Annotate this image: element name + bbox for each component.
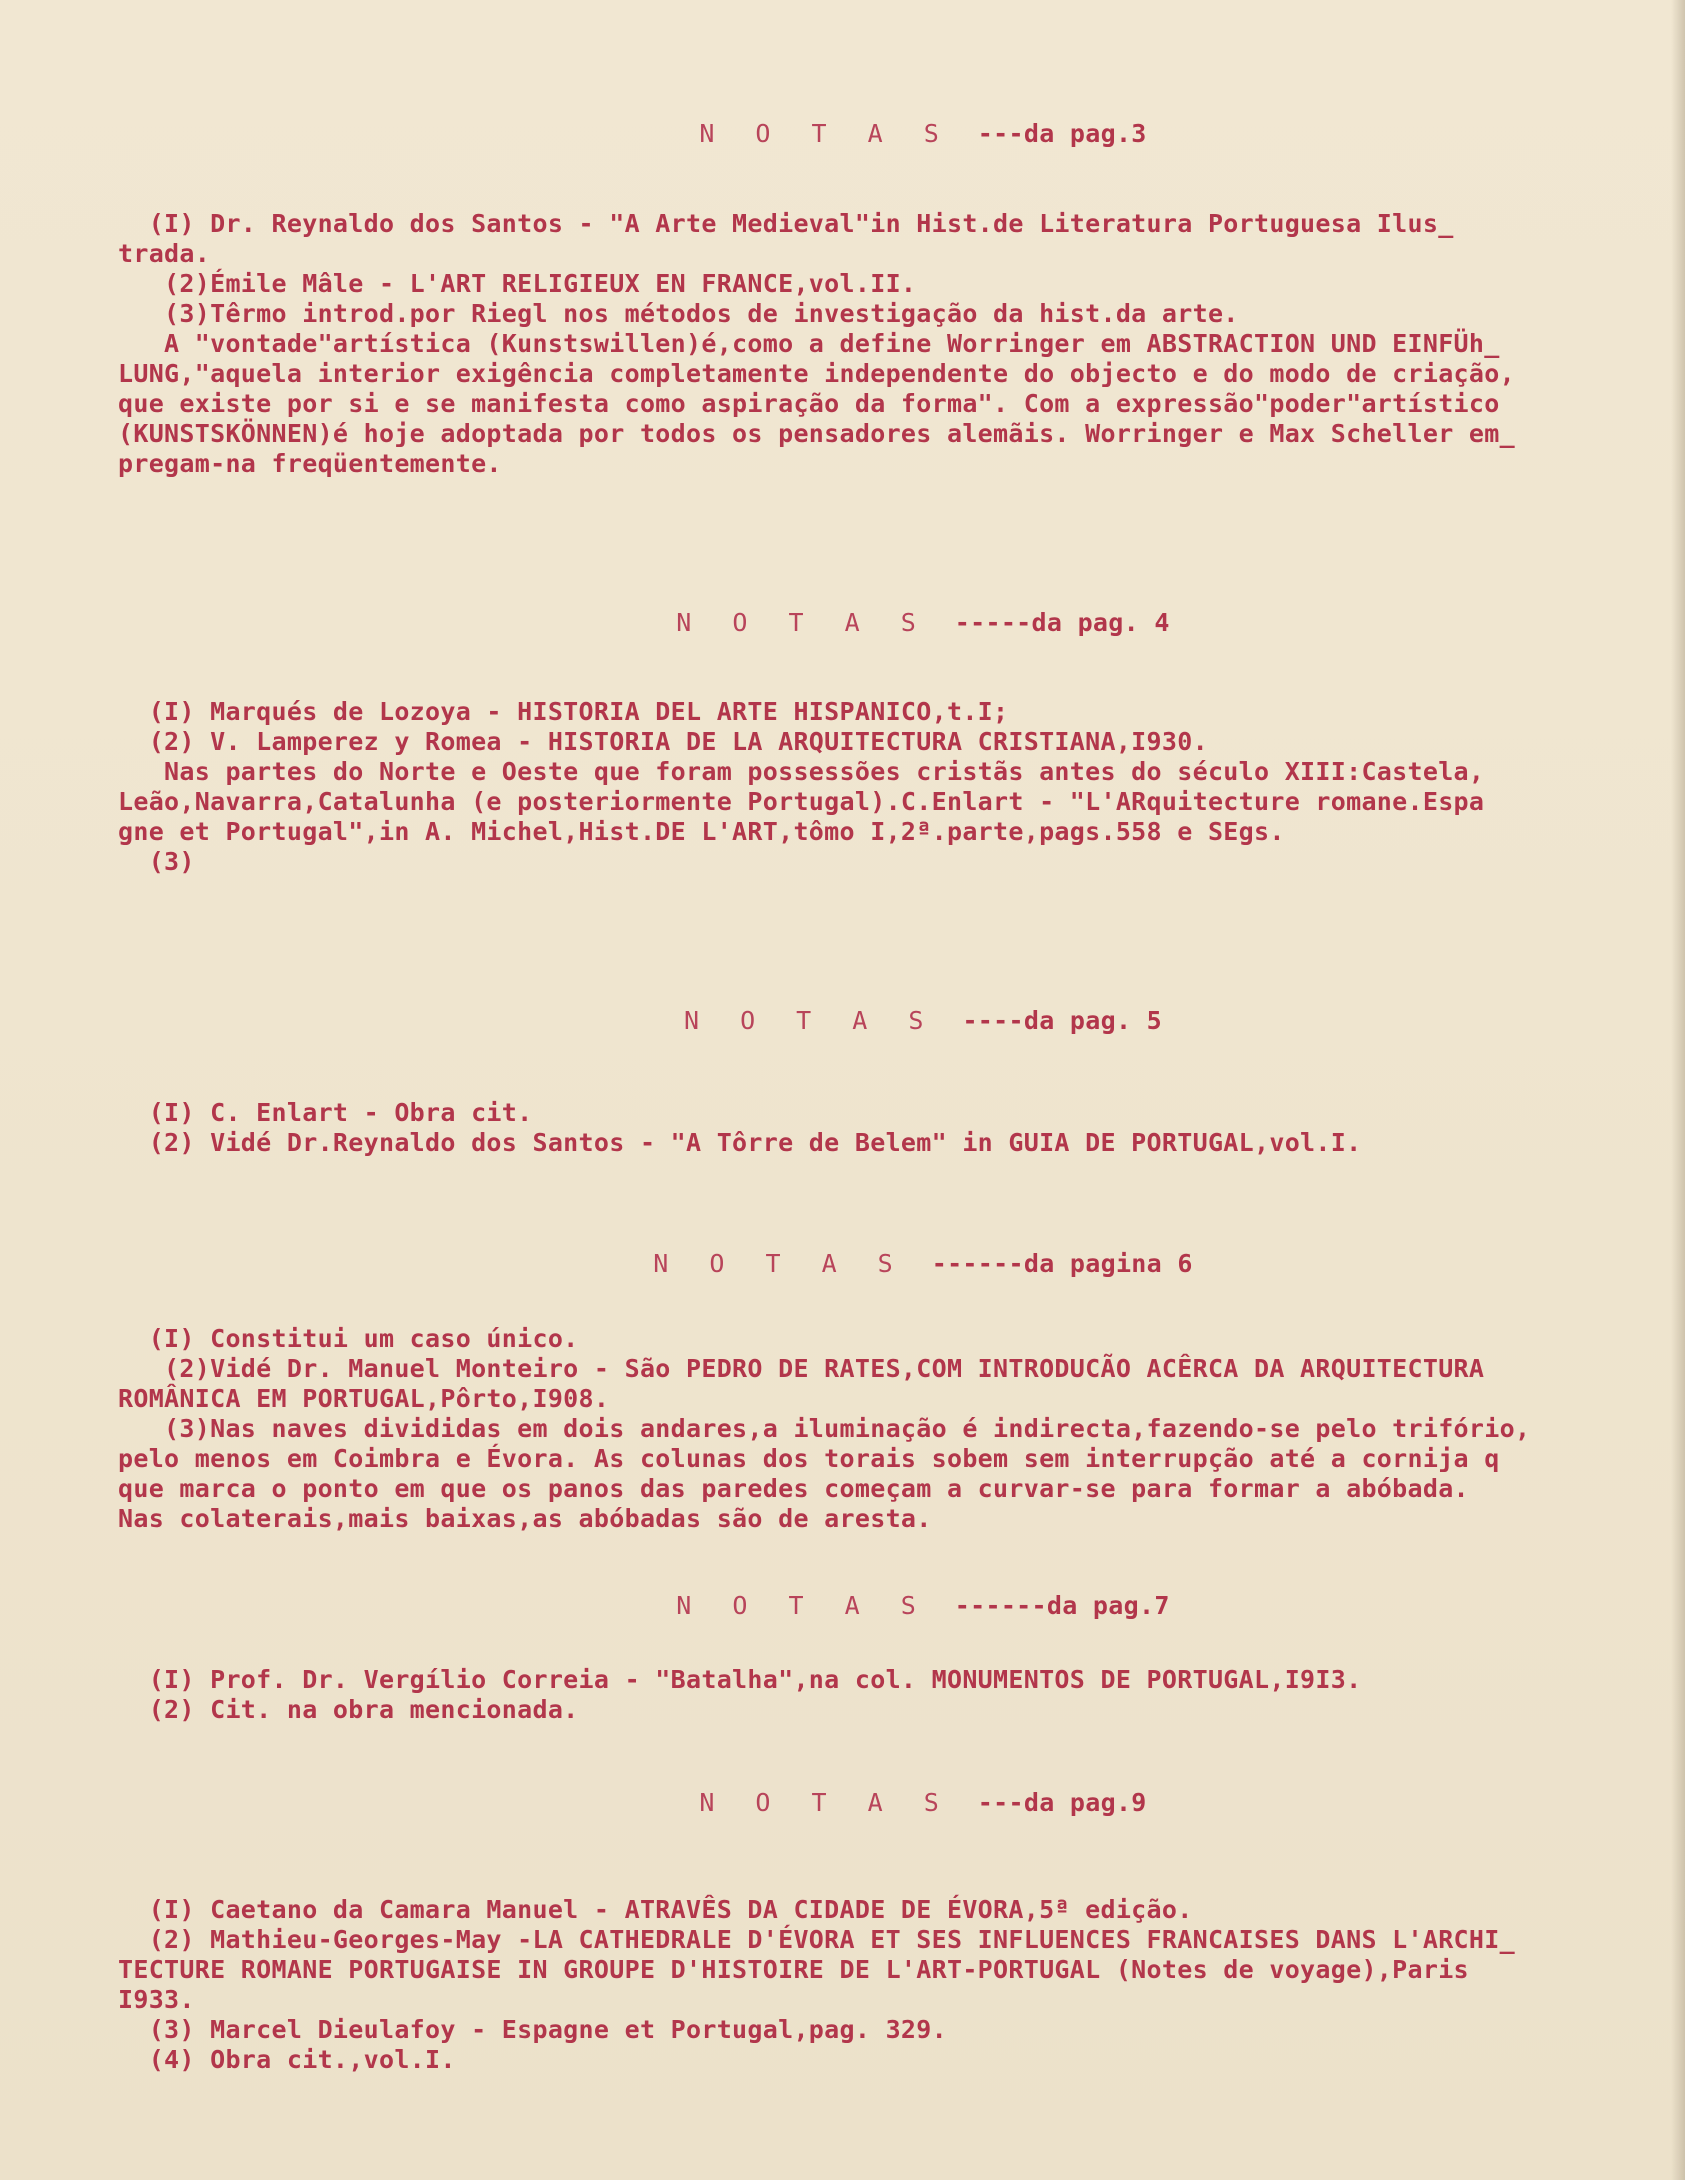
page-reference: ----da pag. 5 [962,1006,1163,1035]
note-line: (2)Émile Mâle - L'ART RELIGIEUX EN FRANCE,vol.II. [118,268,917,298]
note-line: Leão,Navarra,Catalunha (e posteriormente Portugal).C.Enlart - "L'ARquitecture romane.Espa [118,787,1485,816]
note-line: A "vontade"artística (Kunstswillen)é,como a define Worringer em ABSTRACTION UND EINFÜh_ [118,328,1500,358]
notas-label: N O T A S [676,607,929,637]
notes-section-pag-4 [118,607,1638,878]
note-line: LUNG,"aquela interior exigência completamente independente do objecto e do modo de criação, [118,358,1515,388]
note-line: (I) Caetano da Camara Manuel - ATRAVÊS DA CIDADE DE ÉVORA,5ª edição. [118,1895,1193,1924]
note-line: Nas partes do Norte e Oeste que foram possessões cristãs antes do século XIII:Castela, [118,757,1485,786]
note-line: (I) Constitui um caso único. [118,1324,579,1353]
notes-section-pag-9 [118,1787,1638,2076]
note-line: (2)Vidé Dr. Manuel Monteiro - São PEDRO DE RATES,COM INTRODUCÃO ACÊRCA DA ARQUITECTURA [118,1354,1485,1383]
notas-label: N O T A S [653,1248,906,1278]
notes-section-pag-3 [118,118,1638,479]
note-line: ROMÂNICA EM PORTUGAL,Pôrto,I908. [118,1384,610,1413]
section-heading [118,1248,1638,1281]
note-line: (2) V. Lamperez y Romea - HISTORIA DE LA ARQUITECTURA CRISTIANA,I930. [118,727,1208,756]
note-line: trada. [118,238,211,268]
note-line: (I) Prof. Dr. Vergílio Correia - "Batalha",na col. MONUMENTOS DE PORTUGAL,I9I3. [118,1664,1362,1694]
note-line: I933. [118,1985,195,2014]
notes-section-pag-5 [118,1005,1638,1158]
note-line: Nas colaterais,mais baixas,as abóbadas são de aresta. [118,1504,932,1533]
note-line: (2) Vidé Dr.Reynaldo dos Santos - "A Tôrre de Belem" in GUIA DE PORTUGAL,vol.I. [118,1127,1362,1157]
note-line: gne et Portugal",in A. Michel,Hist.DE L'ART,tômo I,2ª.parte,pags.558 e SEgs. [118,817,1285,846]
notas-label: N O T A S [699,119,952,148]
section-heading [118,1787,1638,1820]
section-heading [118,1590,1638,1623]
note-line: TECTURE ROMANE PORTUGAISE IN GROUPE D'HISTOIRE DE L'ART-PORTUGAL (Notes de voyage),Paris [118,1955,1469,1984]
note-line: pelo menos em Coimbra e Évora. As colunas dos torais sobem sem interrupção até a cornija q [118,1444,1500,1473]
note-line: (2) Mathieu-Georges-May -LA CATHEDRALE D'ÉVORA ET SES INFLUENCES FRANCAISES DANS L'ARCHI_ [118,1925,1515,1954]
note-line: (3) Marcel Dieulafoy - Espagne et Portugal,pag. 329. [118,2015,947,2044]
notes-section-pag-6 [118,1248,1638,1535]
page-reference: ------da pagina 6 [931,1248,1193,1278]
note-line: que marca o ponto em que os panos das paredes começam a curvar-se para formar a abóbada. [118,1474,1469,1503]
section-heading [118,1005,1638,1038]
note-line: (4) Obra cit.,vol.I. [118,2045,456,2074]
note-line: (KUNSTSKÖNNEN)é hoje adoptada por todos os pensadores alemãis. Worringer e Max Scheller em_ [118,418,1515,448]
section-heading [118,607,1638,640]
page-reference: ------da pag.7 [954,1591,1170,1620]
notas-label: N O T A S [683,1006,937,1035]
note-line: que existe por si e se manifesta como aspiração da forma". Com a expressão"poder"artístico [118,388,1500,418]
note-line: (3)Nas naves divididas em dois andares,a iluminação é indirecta,fazendo-se pelo trifório, [118,1414,1531,1443]
notes-content [118,118,1638,2075]
page-reference: -----da pag. 4 [954,607,1170,637]
section-heading [118,118,1638,151]
page-reference: ---da pag.3 [977,119,1147,148]
note-line: (I) Dr. Reynaldo dos Santos - "A Arte Medieval"in Hist.de Literatura Portuguesa Ilus_ [118,208,1454,238]
notas-label: N O T A S [676,1591,929,1620]
notes-section-pag-7 [118,1590,1638,1725]
note-line: (I) C. Enlart - Obra cit. [118,1097,533,1127]
page-reference: ---da pag.9 [977,1787,1147,1817]
note-line: pregam-na freqüentemente. [118,448,502,478]
note-line: (I) Marqués de Lozoya - HISTORIA DEL ARTE HISPANICO,t.I; [118,697,1009,726]
note-line: (3) [118,847,195,876]
note-line: (3)Têrmo introd.por Riegl nos métodos de investigação da hist.da arte. [118,298,1239,328]
notas-label: N O T A S [699,1787,952,1817]
note-line: (2) Cit. na obra mencionada. [118,1694,579,1724]
